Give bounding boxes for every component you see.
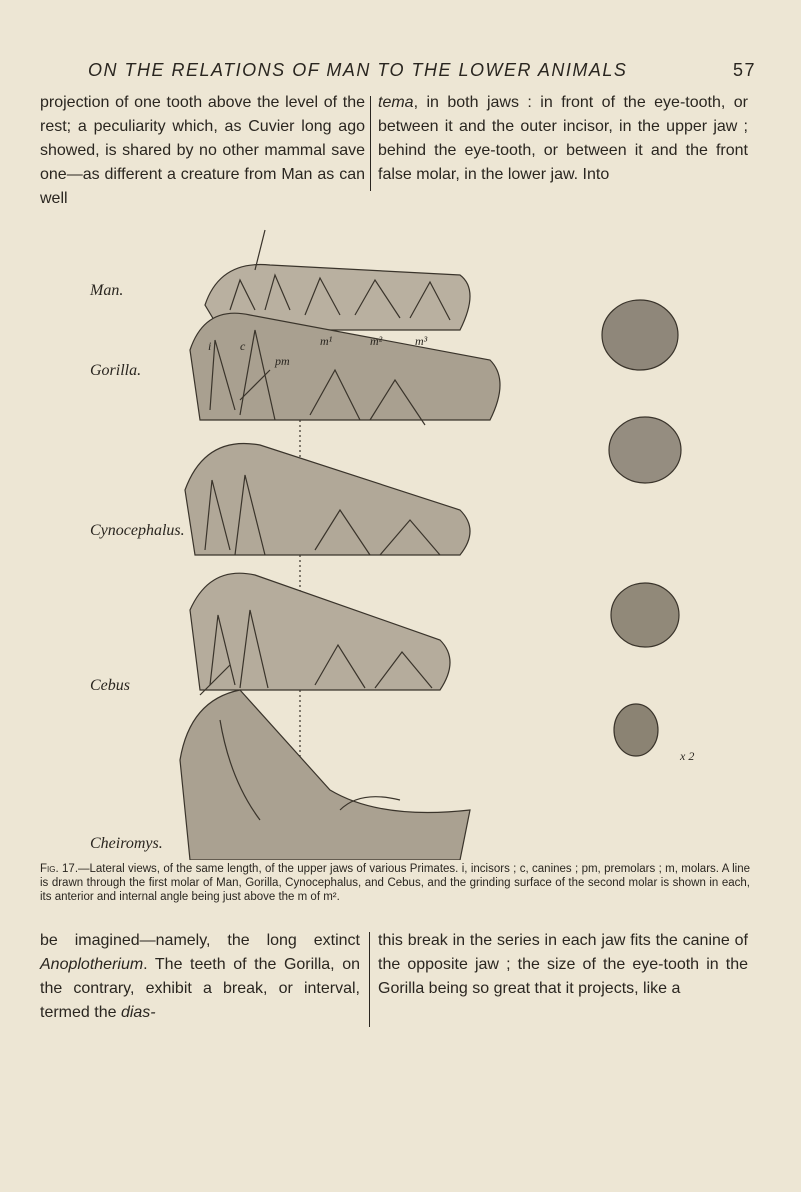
- molar-cynocephalus: [611, 583, 679, 647]
- text-span: , in both jaws : in front of the eye-tooth, or between it and the outer incisor, in the upper jaw ; behind the eye-tooth, or between it and the front false molar, in the lower jaw. Into: [378, 94, 748, 183]
- text-column-right-top: [378, 91, 748, 187]
- label-gorilla: Gorilla.: [90, 362, 142, 379]
- molar-cebus: [614, 704, 658, 756]
- figure-jaws: [40, 220, 760, 860]
- label-cynocephalus: Cynocephalus.: [90, 522, 185, 539]
- text-column-left-top: projection of one tooth above the level of the rest; a peculiarity which, as Cuvier long ago showed, is shared by no other mammal save one—as different a creature from Man as can well: [40, 94, 365, 207]
- label-cebus: Cebus: [90, 677, 130, 694]
- italic-term: tema: [378, 94, 414, 111]
- molar-man: [602, 300, 678, 370]
- figure-caption: [40, 862, 750, 904]
- column-divider: [369, 932, 370, 1027]
- label-i: i: [208, 339, 212, 353]
- label-man: Man.: [90, 282, 124, 299]
- text-span: be imagined—namely, the long extinct: [40, 932, 360, 949]
- label-c: c: [240, 339, 246, 353]
- jaw-cheiromys: [180, 690, 470, 860]
- italic-term: Anoplotherium: [40, 956, 144, 973]
- text-column-right-bottom: this break in the series in each jaw fits the canine of the opposite jaw ; the size of the eye-tooth in the Gorilla being so great that it projects, like a: [378, 932, 748, 997]
- running-header: [88, 60, 756, 81]
- text-span: . The teeth of the Gorilla, on the contrary, exhibit a break, or interval, termed the: [40, 956, 360, 1021]
- label-m1: m¹: [320, 334, 333, 348]
- column-divider: [370, 96, 371, 191]
- italic-term: dias-: [120, 1004, 156, 1021]
- jaw-cynocephalus: [185, 443, 470, 555]
- label-magnification: x 2: [680, 749, 695, 763]
- running-title: ON THE RELATIONS OF MAN TO THE LOWER ANIMALS: [88, 60, 628, 80]
- label-pm: pm: [275, 354, 290, 368]
- molar-gorilla: [609, 417, 681, 483]
- label-m2: m²: [370, 334, 383, 348]
- text-column-left-bottom: [40, 929, 360, 1025]
- jaw-cebus: [190, 573, 450, 690]
- caption-body: —Lateral views, of the same length, of the upper jaws of various Primates. i, incisors ; c, canines ; pm, premolars ; m, molars. A line is drawn through the first molar of Man, Gorilla, Cynocephalus, and Cebus, and the grinding surface of the second molar is shown in each, its anterior and internal angle being just above the m of m².: [40, 863, 750, 903]
- page-number: 57: [732, 60, 756, 80]
- label-cheiromys: Cheiromys.: [90, 835, 163, 852]
- label-m3: m³: [415, 334, 428, 348]
- caption-fig-number: Fig. 17.: [40, 863, 79, 875]
